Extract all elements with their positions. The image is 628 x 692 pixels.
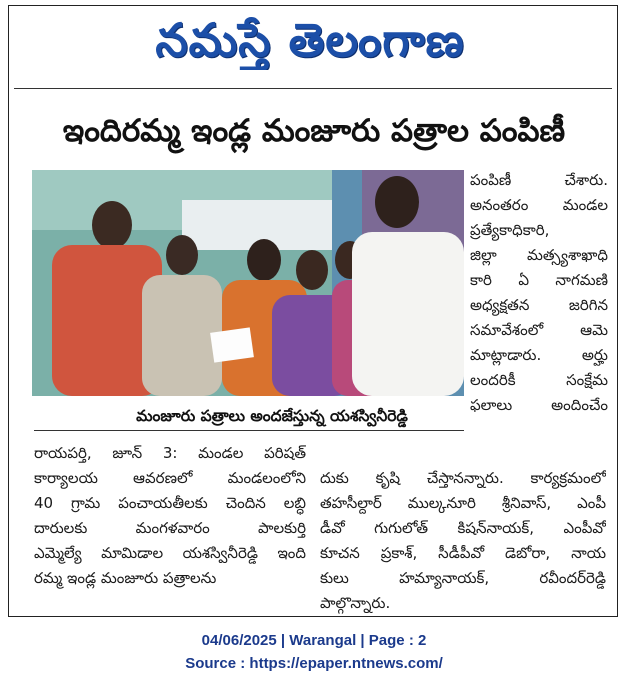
masthead-rule <box>14 88 612 89</box>
side-line: మాట్లాడారు. అర్హు <box>470 346 608 364</box>
footer-city: Warangal <box>289 632 357 649</box>
side-line: అనంతరం మండల <box>470 196 608 214</box>
source-label: Source : <box>185 655 250 672</box>
source-link[interactable]: https://epaper.ntnews.com/ <box>249 655 443 672</box>
side-line: ప్రత్యేకాధికారి, <box>470 221 550 239</box>
left-line: దారులకు మంగళవారం పాలకుర్తి <box>34 519 306 537</box>
caption-rule <box>34 430 464 431</box>
article-headline: ఇందిరమ్మ ఇండ్ల మంజూరు పత్రాల పంపిణీ <box>62 113 566 149</box>
footer-meta <box>0 632 628 649</box>
footer-separator: | <box>356 632 369 649</box>
side-line: ఫలాలు అందించేం <box>470 396 608 414</box>
side-line: అధ్యక్షతన జరిగిన <box>470 296 608 314</box>
side-line: పంపిణీ చేశారు. <box>470 171 608 189</box>
footer-separator: | <box>276 632 290 649</box>
side-line: జిల్లా మత్స్యశాఖాధి <box>470 246 608 264</box>
footer-source <box>0 655 628 672</box>
right-line: దుకు కృషి చేస్తానన్నారు. కార్యక్రమంలో <box>320 469 606 487</box>
left-column <box>34 441 306 591</box>
photo-caption: మంజూరు పత్రాలు అందజేస్తున్న యశస్వినీరెడ్డి <box>136 407 408 425</box>
right-column <box>320 466 606 616</box>
right-line: కులు హమ్యానాయక్, రవీందర్‌రెడ్డి <box>320 569 606 587</box>
left-line: రమ్మ ఇండ్ల మంజూరు పత్రాలను <box>34 569 217 587</box>
article-photo <box>32 170 464 396</box>
side-line: లందరికీ సంక్షేమ <box>470 371 608 389</box>
side-column <box>470 168 608 418</box>
footer-date: 04/06/2025 <box>201 632 277 649</box>
left-line: రాయపర్తి, జూన్ 3: మండల పరిషత్ <box>34 444 306 462</box>
right-line: డీవో గుగులోత్ కిషన్‌నాయక్, ఎంపీవో <box>320 519 606 537</box>
right-line: కూచన ప్రకాశ్, సీడీపీవో డెబోరా, నాయ <box>320 544 606 562</box>
left-line: ఎమ్మెల్యే మామిడాల యశస్వినీరెడ్డి ఇంది <box>34 544 306 562</box>
left-line: కార్యాలయ ఆవరణలో మండలంలోని <box>34 469 306 487</box>
masthead-title: నమస్తే తెలంగాణ <box>155 13 465 67</box>
left-line: 40 గ్రామ పంచాయతీలకు చెందిన లబ్ధి <box>34 494 306 512</box>
right-line: తహసీల్దార్ ముల్కనూరి శ్రీనివాస్, ఎంపీ <box>320 494 606 512</box>
footer-page: Page : 2 <box>368 632 427 649</box>
side-line: కారి ఏ నాగమణి <box>470 271 608 289</box>
side-line: సమావేశంలో ఆమె <box>470 321 608 339</box>
right-line: పాల్గొన్నారు. <box>320 594 391 612</box>
photo-illustration <box>32 170 464 396</box>
